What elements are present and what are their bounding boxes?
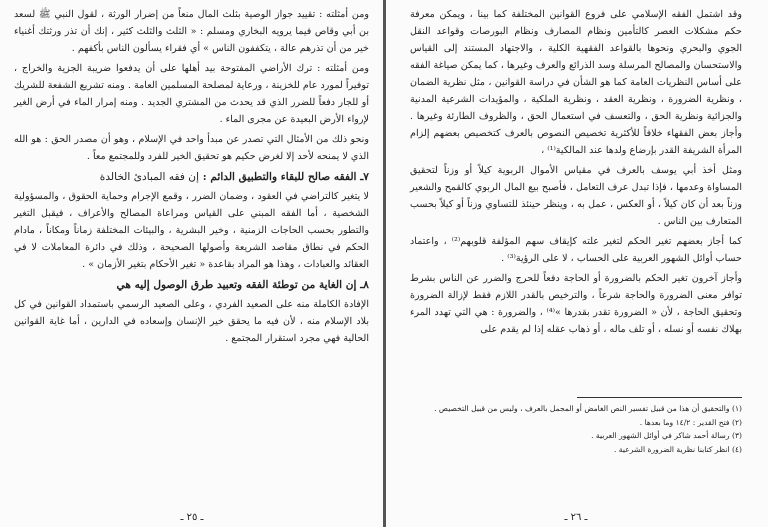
footnote-divider: [577, 397, 742, 398]
paragraph: وقد اشتمل الفقه الإسلامي على فروع القوانين المختلفة كما بينا ، ويمكن معرفة حكم مشكلات العصر كالتأمين ونظام المصارف ونظام البورصات وقواعد النقل الجوي والبحري ونحوها بالقواعد الفقهية الكلية ، والاجتهاد المستند إلى القياس والاستحسان والمصالح المرسلة وسد الذرائع والعرف وغيرها ، كما يمكن صياغة الفقه على أساس النظريات العامة كما هو الشأن في دراسة القوانين ، مثل نظرية الضمان ، ونظرية الضرورة ، ونظرية العقد ، ونظرية الملكية ، والمؤيدات الشرعية المدنية والجزائية ونظرية الحق ، والتعسف في استعمال الحق ، والظروف الطارئة وغيرها . وأجاز بعض الفقهاء خلافاً للأكثرية تخصيص النصوص بالعرف كتخصيص بعضهم إلزام المرأة الشريفة القدر بإرضاع ولدها عند المالكية⁽¹⁾ ،: [410, 9, 742, 156]
paragraph: ومثل أخذ أبي يوسف بالعرف في مقياس الأموال الربوية كيلاً أو وزناً لتحقيق المساواة وعدمها ، فإذا تبدل عرف التعامل ، فأصبح بيع المال الربوي كالقمح والشعير وزناً بعد أن كان كيلاً ، أو العكس ، عمل به ، وينظر حينئذ للتساوي وزناً أو كيلاً بحسب المتعارف بين الناس .: [410, 165, 742, 227]
section-heading-7: [14, 169, 369, 186]
left-page: [0, 0, 383, 527]
paragraph: ومن أمثلته : تقييد جواز الوصية بثلث المال منعاً من إضرار الورثة ، لقول النبي ﷺ لسعد بن أبي وقاص فيما يرويه البخاري ومسلم : « الثلث والثلث كثير ، إنك أن تذر ورثتك أغنياء خير من أن تذرهم عالة ، يتكففون الناس » أي فقراء يسألون الناس بأكفهم .: [14, 9, 369, 54]
footnote: (٤) انظر كتابنا نظرية الضرورة الشرعية .: [613, 444, 742, 454]
paragraph: وأجاز آخرون تغير الحكم بالضرورة أو الحاجة دفعاً للحرج والضرر عن الناس بشرط توافر معنى الضرورة والحاجة شرعاً ، والترخيص بالقدر اللازم فقط لإزالة الضرورة وتحقيق الحاجة ، لأن « الضرورة تقدر بقدرها »⁽⁴⁾ ، والضرورة : هي التي تهدد المرء بهلاك نفسه أو نسله ، أو تلف ماله ، أو ذهاب عقله إذا لم يقدم على: [410, 273, 742, 335]
paragraph: ونحو ذلك من الأمثال التي تصدر عن مبدأ واحد في الإسلام ، وهو أن مصدر الحق : هو الله الذي لا يمنحه لأحد إلا لغرض حكيم هو تحقيق الخير للفرد وللمجتمع معاً .: [14, 134, 369, 162]
paragraph: كما أجاز بعضهم تغير الحكم لتغير علته كإيقاف سهم المؤلفة قلوبهم⁽²⁾ ، واعتماد حساب أوائل الشهور العربية على الحساب ، لا على الرؤية⁽³⁾ .: [410, 236, 742, 264]
footnote: (٣) رسالة أحمد شاكر في أوائل الشهور العربية .: [591, 431, 742, 440]
page-number: ـ ٢٥ ـ: [180, 512, 204, 523]
footnote: (٢) فتح القدير : ١٤/٢ وما بعدها .: [639, 417, 742, 427]
page-number: ـ ٢٦ ـ: [564, 512, 588, 523]
heading-tail: إن فقه المبادئ الخالدة: [99, 171, 200, 183]
footnotes: [410, 402, 742, 456]
section-heading-8: ٨ـ إن الغاية من توطئة الفقه وتعبيد طرق الوصول إليه هي: [116, 279, 369, 291]
paragraph: ومن أمثلته : ترك الأراضي المفتوحة بيد أهلها على أن يدفعوا ضريبة الجزية والخراج ، توفيراً لمورد عام للخزينة ، ورعاية لمصلحة المسلمين العامة . ومنه تشريع الشفعة للشريك أو للجار دفعاً للضرر الذي قد يحدث من المشتري الجديد . ومنه إمرار الماء في أرض الغير لإرواء الأرض البعيدة عن مجرى الماء .: [14, 63, 369, 125]
paragraph: لا يتغير كالتراضي في العقود ، وضمان الضرر ، وقمع الإجرام وحماية الحقوق ، والمسؤولية الشخصية ، أما الفقه المبني على القياس ومراعاة المصالح والأعراف ، فيقبل التغير والتطور بحسب الحاجات الزمنية ، وخير البشرية ، والبيئات المختلفة زماناً ومكاناً ، مادام الحكم في نطاق مقاصد الشريعة وأصولها الصحيحة ، وذلك في دائرة المعاملات لا في العقائد والعبادات ، وهذا هو المراد بقاعدة « تغير الأحكام بتغير الأزمان » .: [14, 191, 369, 270]
heading-title: ٧ـ الفقه صالح للبقاء والتطبيق الدائم :: [202, 171, 369, 183]
right-page: [386, 0, 768, 527]
paragraph: الإفادة الكاملة منه على الصعيد الفردي ، وعلى الصعيد الرسمي باستمداد القوانين في كل بلاد الإسلام منه ، لأن فيه ما يحقق خير الإنسان وإسعاده في الدارين ، أما غاية القوانين الحالية فهي مجرد استقرار المجتمع .: [14, 299, 369, 344]
footnote: (١) والتحقيق أن هذا من قبيل تفسير النص الغامض أو المجمل بالعرف ، وليس من قبيل التخصيص .: [434, 404, 742, 413]
